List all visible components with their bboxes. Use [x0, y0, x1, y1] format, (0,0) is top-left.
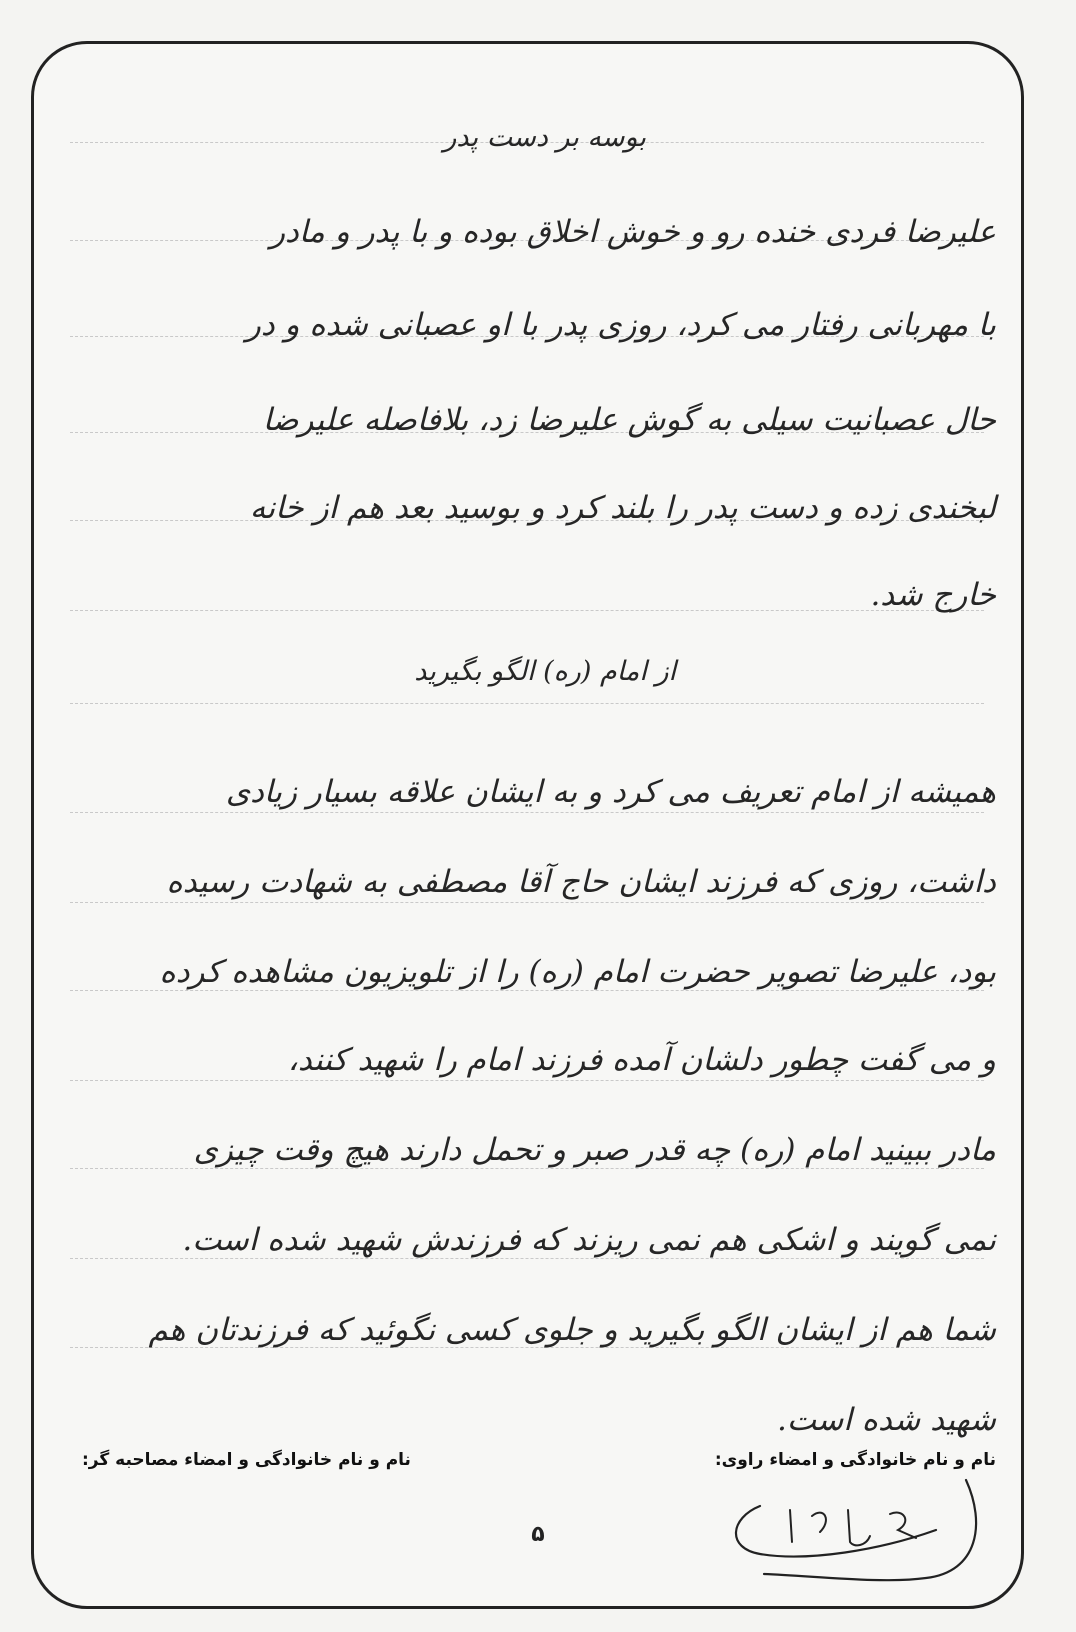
page-number: ۵	[531, 1522, 545, 1547]
handwritten-line: شما هم از ایشان الگو بگیرید و جلوی کسی نگوئید که فرزندتان هم	[148, 1312, 996, 1348]
handwritten-line: مادر ببینید امام (ره) چه قدر صبر و تحمل دارند هیچ وقت چیزی	[193, 1132, 996, 1168]
handwritten-line: علیرضا فردی خنده رو و خوش اخلاق بوده و با پدر و مادر	[270, 214, 996, 250]
handwritten-line: حال عصبانیت سیلی به گوش علیرضا زد، بلافاصله علیرضا	[262, 402, 996, 438]
ruled-line	[70, 610, 984, 611]
page-border	[31, 41, 1024, 1609]
handwritten-line: بود، علیرضا تصویر حضرت امام (ره) را از تلویزیون مشاهده کرده	[159, 954, 996, 990]
story-subtitle: از امام (ره) الگو بگیرید	[414, 656, 676, 687]
interviewer-signature-label: نام و نام خانوادگی و امضاء مصاحبه گر:	[82, 1450, 411, 1470]
ruled-line	[70, 1080, 984, 1081]
handwritten-line: و می گفت چطور دلشان آمده فرزند امام را شهید کنند،	[287, 1042, 996, 1078]
handwritten-line: شهید شده است.	[777, 1402, 996, 1438]
narrator-signature-label: نام و نام خانوادگی و امضاء راوی:	[714, 1450, 996, 1470]
handwritten-line: با مهربانی رفتار می کرد، روزی پدر با او عصبانی شده و در	[245, 307, 996, 343]
story-title: بوسه بر دست پدر	[443, 122, 646, 153]
ruled-line	[70, 703, 984, 704]
handwritten-line: داشت، روزی که فرزند ایشان حاج آقا مصطفی به شهادت رسیده	[166, 864, 996, 900]
ruled-line	[70, 812, 984, 813]
handwritten-line: همیشه از امام تعریف می کرد و به ایشان علاقه بسیار زیادی	[225, 774, 996, 810]
handwritten-line: نمی گویند و اشکی هم نمی ریزند که فرزندش شهید شده است.	[182, 1222, 996, 1258]
ruled-line	[70, 902, 984, 903]
handwritten-line: خارج شد.	[870, 577, 996, 613]
handwritten-line: لبخندی زده و دست پدر را بلند کرد و بوسید بعد هم از خانه	[249, 490, 996, 526]
